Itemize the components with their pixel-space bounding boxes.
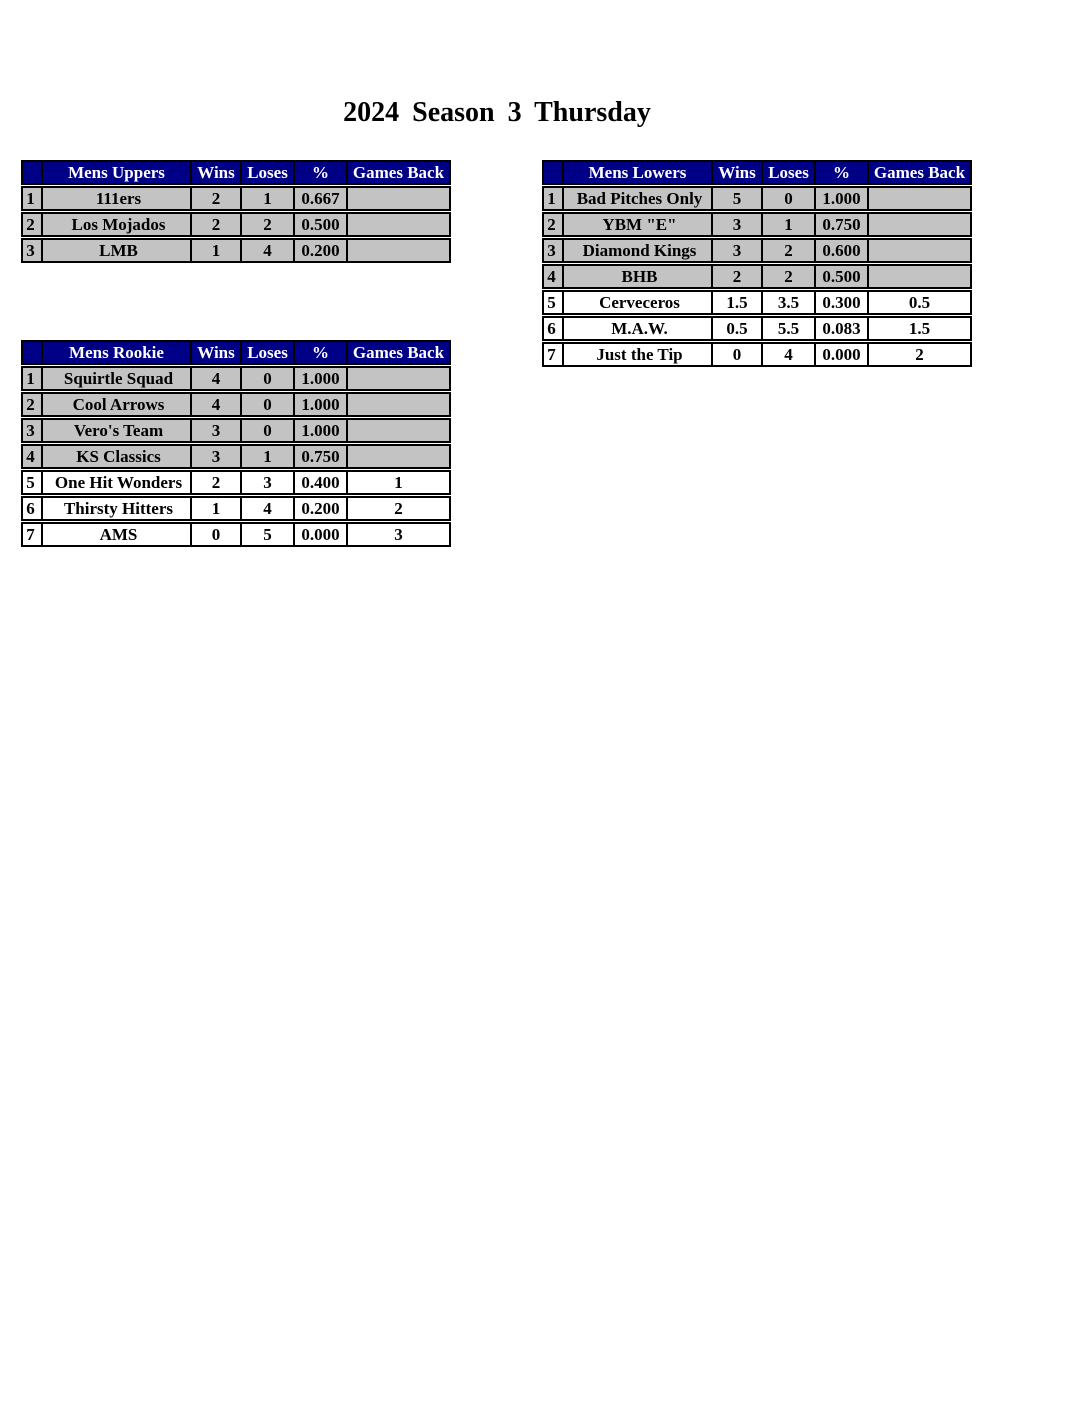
table-row <box>21 212 451 237</box>
cell-loses: 2 <box>240 214 293 235</box>
table-row <box>21 366 451 391</box>
cell-games-back <box>867 214 970 235</box>
cell-rank: 6 <box>547 319 556 338</box>
cell-wins: 1 <box>190 240 240 261</box>
cell-loses: 4 <box>240 240 293 261</box>
cell-pct: 1.000 <box>293 394 346 415</box>
header-cell-games-back: Games Back <box>346 162 449 183</box>
cell-games-back: 2 <box>346 498 449 519</box>
header-cell-rank <box>23 342 41 363</box>
cell-team-name: Los Mojados <box>41 214 190 235</box>
header-cell-wins: Wins <box>190 342 240 363</box>
cell-loses: 5.5 <box>761 318 814 339</box>
cell-loses: 2 <box>761 240 814 261</box>
cell-loses: 5 <box>240 524 293 545</box>
cell-loses: 3 <box>240 472 293 493</box>
cell-games-back <box>346 368 449 389</box>
cell-rank: 1 <box>26 369 35 388</box>
table-row <box>542 212 972 237</box>
header-cell-wins: Wins <box>190 162 240 183</box>
cell-team-name: Just the Tip <box>562 344 711 365</box>
header-cell-rank <box>23 162 41 183</box>
cell-rank: 1 <box>26 189 35 208</box>
table-row <box>542 342 972 367</box>
cell-team-name: Diamond Kings <box>562 240 711 261</box>
table-row <box>21 470 451 495</box>
table-row <box>21 418 451 443</box>
cell-games-back <box>346 240 449 261</box>
cell-pct: 0.000 <box>293 524 346 545</box>
cell-games-back <box>346 394 449 415</box>
cell-loses: 0 <box>240 394 293 415</box>
header-cell-pct: % <box>293 342 346 363</box>
table-row <box>21 186 451 211</box>
cell-wins: 3 <box>190 446 240 467</box>
cell-games-back <box>346 420 449 441</box>
cell-team-name: Bad Pitches Only <box>562 188 711 209</box>
cell-rank: 3 <box>26 241 35 260</box>
cell-team-name: BHB <box>562 266 711 287</box>
cell-pct: 0.200 <box>293 498 346 519</box>
table-row <box>21 392 451 417</box>
cell-games-back <box>867 266 970 287</box>
cell-pct: 1.000 <box>293 420 346 441</box>
cell-rank: 4 <box>547 267 556 286</box>
cell-pct: 0.300 <box>814 292 867 313</box>
cell-rank: 7 <box>26 525 35 544</box>
cell-wins: 5 <box>711 188 761 209</box>
cell-pct: 0.083 <box>814 318 867 339</box>
cell-wins: 1.5 <box>711 292 761 313</box>
cell-wins: 0 <box>190 524 240 545</box>
cell-wins: 3 <box>711 214 761 235</box>
cell-pct: 1.000 <box>814 188 867 209</box>
cell-wins: 1 <box>190 498 240 519</box>
cell-games-back <box>346 446 449 467</box>
header-cell-rank <box>544 162 562 183</box>
cell-wins: 4 <box>190 368 240 389</box>
cell-rank: 2 <box>547 215 556 234</box>
table-row <box>21 444 451 469</box>
cell-team-name: Squirtle Squad <box>41 368 190 389</box>
cell-team-name: M.A.W. <box>562 318 711 339</box>
cell-wins: 2 <box>190 188 240 209</box>
table-row <box>542 238 972 263</box>
cell-games-back <box>346 214 449 235</box>
table-header-row <box>21 160 451 185</box>
cell-rank: 7 <box>547 345 556 364</box>
cell-rank: 2 <box>26 395 35 414</box>
cell-wins: 2 <box>711 266 761 287</box>
table-header-row <box>542 160 972 185</box>
cell-team-name: LMB <box>41 240 190 261</box>
cell-games-back: 2 <box>867 344 970 365</box>
cell-pct: 0.667 <box>293 188 346 209</box>
cell-wins: 3 <box>190 420 240 441</box>
cell-team-name: Cerveceros <box>562 292 711 313</box>
cell-loses: 4 <box>761 344 814 365</box>
header-cell-pct: % <box>814 162 867 183</box>
cell-rank: 5 <box>26 473 35 492</box>
cell-team-name: AMS <box>41 524 190 545</box>
cell-rank: 1 <box>547 189 556 208</box>
cell-loses: 1 <box>240 446 293 467</box>
header-cell-loses: Loses <box>240 162 293 183</box>
cell-games-back: 0.5 <box>867 292 970 313</box>
standings-table-mens-lowers <box>542 160 972 367</box>
table-row <box>542 186 972 211</box>
cell-loses: 0 <box>761 188 814 209</box>
cell-loses: 1 <box>761 214 814 235</box>
standings-table-mens-uppers <box>21 160 451 263</box>
header-cell-loses: Loses <box>761 162 814 183</box>
cell-wins: 0.5 <box>711 318 761 339</box>
cell-rank: 5 <box>547 293 556 312</box>
cell-games-back: 1 <box>346 472 449 493</box>
header-cell-games-back: Games Back <box>867 162 970 183</box>
page-title: 2024 Season 3 Thursday <box>343 97 651 128</box>
header-cell-division-title: Mens Rookie <box>41 342 190 363</box>
cell-games-back <box>346 188 449 209</box>
cell-rank: 3 <box>26 421 35 440</box>
table-header-row <box>21 340 451 365</box>
cell-rank: 6 <box>26 499 35 518</box>
table-row <box>21 522 451 547</box>
cell-rank: 2 <box>26 215 35 234</box>
header-cell-division-title: Mens Lowers <box>562 162 711 183</box>
header-cell-pct: % <box>293 162 346 183</box>
cell-team-name: 111ers <box>41 188 190 209</box>
cell-pct: 0.750 <box>814 214 867 235</box>
cell-pct: 1.000 <box>293 368 346 389</box>
cell-pct: 0.000 <box>814 344 867 365</box>
cell-wins: 2 <box>190 214 240 235</box>
header-cell-loses: Loses <box>240 342 293 363</box>
cell-loses: 0 <box>240 368 293 389</box>
cell-wins: 4 <box>190 394 240 415</box>
cell-loses: 4 <box>240 498 293 519</box>
table-row <box>21 496 451 521</box>
standings-table-mens-rookie <box>21 340 451 547</box>
cell-team-name: Cool Arrows <box>41 394 190 415</box>
cell-games-back <box>867 188 970 209</box>
cell-wins: 2 <box>190 472 240 493</box>
cell-team-name: KS Classics <box>41 446 190 467</box>
cell-pct: 0.200 <box>293 240 346 261</box>
cell-team-name: Thirsty Hitters <box>41 498 190 519</box>
cell-games-back: 1.5 <box>867 318 970 339</box>
cell-games-back: 3 <box>346 524 449 545</box>
header-cell-division-title: Mens Uppers <box>41 162 190 183</box>
cell-pct: 0.400 <box>293 472 346 493</box>
cell-games-back <box>867 240 970 261</box>
cell-loses: 0 <box>240 420 293 441</box>
cell-pct: 0.750 <box>293 446 346 467</box>
cell-wins: 0 <box>711 344 761 365</box>
cell-pct: 0.500 <box>293 214 346 235</box>
cell-pct: 0.600 <box>814 240 867 261</box>
cell-team-name: YBM "E" <box>562 214 711 235</box>
header-cell-wins: Wins <box>711 162 761 183</box>
table-row <box>542 264 972 289</box>
table-row <box>542 316 972 341</box>
header-cell-games-back: Games Back <box>346 342 449 363</box>
cell-loses: 2 <box>761 266 814 287</box>
table-row <box>21 238 451 263</box>
cell-rank: 3 <box>547 241 556 260</box>
cell-loses: 1 <box>240 188 293 209</box>
cell-pct: 0.500 <box>814 266 867 287</box>
cell-rank: 4 <box>26 447 35 466</box>
cell-team-name: Vero's Team <box>41 420 190 441</box>
cell-wins: 3 <box>711 240 761 261</box>
cell-loses: 3.5 <box>761 292 814 313</box>
cell-team-name: One Hit Wonders <box>41 472 190 493</box>
table-row <box>542 290 972 315</box>
